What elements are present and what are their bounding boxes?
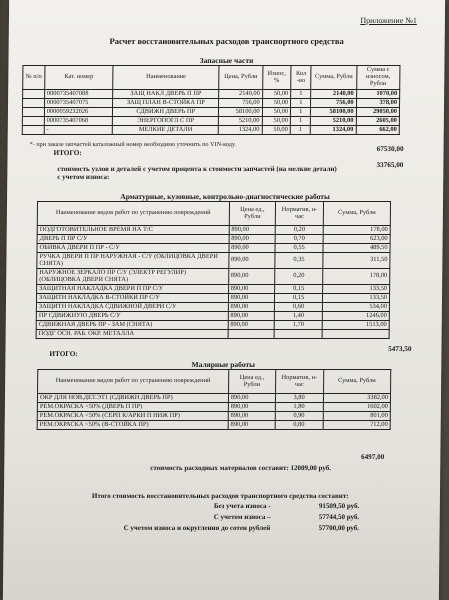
work-sum: 133,50 bbox=[322, 294, 389, 303]
col-qty: Кол -во bbox=[291, 66, 312, 90]
table-row bbox=[37, 412, 390, 421]
part-wear: 50,00 bbox=[262, 99, 291, 108]
summary-rounded-label: С учетом износа и округления до сотен рублей bbox=[123, 524, 271, 532]
work-name: СДВИЖНАЯ ДВЕРЬ ПР - ЗАМ (СНЯТА) bbox=[36, 321, 228, 330]
work-name: ОБИВКА ДВЕРИ П ПР - С/У bbox=[37, 244, 229, 253]
row-no bbox=[22, 108, 44, 117]
part-price: 756,00 bbox=[219, 99, 262, 108]
part-qty: 1 bbox=[290, 108, 310, 117]
parts-section-title: Запасные части bbox=[199, 56, 254, 65]
col-sum: Сумма, Рубли bbox=[311, 66, 356, 90]
catalog-number: 0000735407068 bbox=[44, 117, 113, 126]
work-sum: 801,00 bbox=[323, 412, 391, 421]
row-no bbox=[22, 117, 44, 126]
works-total: 5473,50 bbox=[388, 345, 412, 353]
table-row bbox=[37, 244, 390, 253]
part-name: ЗАЩ НАКЛ ДВЕРЬ П ПР bbox=[113, 90, 219, 99]
works-col-price: Цена ед., Рубли bbox=[229, 202, 276, 226]
catalog-number: 0000735407088 bbox=[44, 90, 113, 99]
table-row bbox=[23, 99, 400, 108]
works-col-sum: Сумма, Рубли bbox=[323, 202, 390, 226]
row-no bbox=[23, 90, 45, 99]
table-row bbox=[36, 321, 389, 330]
col-sum-wear: Сумма с износом, Рубли bbox=[356, 66, 400, 90]
part-wear: 50,00 bbox=[262, 108, 291, 117]
table-row bbox=[37, 285, 390, 294]
work-name: РЕМ.ОКРАСКА <50% (ДВЕРЬ П ПР) bbox=[37, 403, 228, 412]
table-row bbox=[36, 303, 389, 312]
work-norm: 0,90 bbox=[275, 412, 323, 421]
summary-no-wear: 91509,50 руб. bbox=[318, 502, 360, 510]
work-name: РЕМ.ОКРАСКА <50% (В-СТОЙКА ПР) bbox=[37, 421, 228, 430]
work-name: ПОДГОТОВИТЕЛЬНОЕ ВРЕМЯ НА Т/С bbox=[37, 226, 229, 235]
work-sum: 3382,00 bbox=[323, 394, 391, 403]
work-sum: 1246,00 bbox=[322, 312, 389, 321]
row-no bbox=[22, 126, 44, 135]
part-qty: 1 bbox=[290, 117, 310, 126]
part-wear: 50,00 bbox=[262, 126, 291, 135]
works-col-name: Наименование видов работ по устранению повреждений bbox=[37, 202, 229, 226]
work-sum: 489,50 bbox=[323, 244, 390, 253]
works-table bbox=[36, 201, 391, 339]
work-norm: 0,55 bbox=[275, 244, 323, 253]
work-price: 890,00 bbox=[228, 394, 275, 403]
part-wear: 50,00 bbox=[262, 90, 291, 99]
col-no: № п/п bbox=[23, 66, 45, 90]
work-sum: 712,00 bbox=[323, 421, 391, 430]
parts-total-label: ИТОГО: bbox=[53, 149, 82, 157]
work-norm: 0,70 bbox=[275, 235, 323, 244]
part-sum: 5210,00 bbox=[311, 117, 356, 126]
part-sum-wear: 378,00 bbox=[356, 99, 400, 108]
part-name: МЕЛКИЕ ДЕТАЛИ bbox=[112, 126, 218, 135]
part-price: 5210,00 bbox=[219, 117, 262, 126]
part-sum: 1324,00 bbox=[311, 126, 356, 135]
work-sum bbox=[322, 330, 389, 339]
table-row bbox=[36, 330, 389, 339]
paint-col-name: Наименование видов работ по устранению повреждений bbox=[38, 370, 229, 394]
part-sum-wear: 1070,00 bbox=[356, 90, 400, 99]
parts-table bbox=[22, 65, 401, 135]
parts-note: *- при заказе запчастей каталожный номер необходимо уточнить по VIN-коду. bbox=[29, 141, 236, 148]
work-price: 890,00 bbox=[229, 235, 276, 244]
work-name: ПР СДВИЖНУЮ ДВЕРЬ С/У bbox=[36, 312, 228, 321]
part-qty: 1 bbox=[291, 90, 311, 99]
part-sum: 756,00 bbox=[311, 99, 356, 108]
works-col-norm: Норматив, н-час bbox=[276, 202, 324, 226]
col-price: Цена, Рубли bbox=[219, 66, 263, 90]
work-norm: 1,70 bbox=[274, 321, 322, 330]
part-sum: 58100,00 bbox=[311, 108, 356, 117]
paint-col-norm: Норматив, н-час bbox=[275, 370, 323, 394]
table-row bbox=[23, 90, 400, 99]
work-sum: 178,00 bbox=[323, 226, 390, 235]
work-norm: 1,80 bbox=[275, 403, 323, 412]
materials-cost: стоимость расходных материалов составит: 12009,00 руб. bbox=[150, 464, 332, 472]
table-row bbox=[36, 294, 389, 303]
work-price: 890,00 bbox=[228, 412, 275, 421]
table-row bbox=[22, 117, 399, 126]
col-wear: Износ, % bbox=[262, 66, 291, 90]
work-name: ПОДГ ОСН. РАБ. ОКР. МЕТАЛЛА bbox=[36, 330, 228, 339]
table-row bbox=[37, 226, 390, 235]
summary-with-wear-label: С учетом износа – bbox=[213, 513, 271, 521]
work-price: 890,00 bbox=[229, 244, 276, 253]
work-norm: 0,20 bbox=[275, 226, 323, 235]
work-price: 890,00 bbox=[229, 226, 276, 235]
work-norm: 0,35 bbox=[275, 253, 323, 269]
work-sum: 623,00 bbox=[323, 235, 390, 244]
part-sum: 2140,00 bbox=[311, 90, 356, 99]
work-norm: 0,80 bbox=[275, 421, 323, 430]
work-name: РУЧКА ДВЕРИ П ПР НАРУЖНАЯ - С/У (ОБЛИЦОВКА ДВЕРИ СНЯТА) bbox=[37, 253, 229, 269]
work-norm: 3,80 bbox=[275, 394, 323, 403]
work-norm: 0,15 bbox=[275, 294, 323, 303]
summary-no-wear-label: Без учета износа - bbox=[213, 502, 271, 510]
table-row bbox=[22, 108, 399, 117]
part-qty: 1 bbox=[290, 126, 310, 135]
work-price: 890,00 bbox=[228, 269, 275, 285]
paint-table bbox=[37, 369, 392, 430]
appendix-label: Приложение №1 bbox=[360, 16, 417, 25]
table-row bbox=[36, 312, 389, 321]
work-norm: 0,15 bbox=[275, 285, 323, 294]
work-name: ЗАЩИТНАЯ НАКЛАДКА ДВЕРИ П ПР С/У bbox=[37, 285, 229, 294]
part-sum-wear: 662,00 bbox=[356, 126, 400, 135]
work-price: 890,00 bbox=[228, 403, 275, 412]
work-sum: 133,50 bbox=[322, 285, 389, 294]
part-price: 1324,00 bbox=[219, 126, 262, 135]
paint-col-sum: Сумма, Рубли bbox=[323, 370, 391, 394]
work-sum: 178,00 bbox=[323, 269, 390, 285]
part-name: ЗАЩ ПЛАН В-СТОЙКА ПР bbox=[113, 99, 219, 108]
paint-total: 6497,00 bbox=[360, 453, 385, 461]
part-price: 2140,00 bbox=[219, 90, 262, 99]
part-wear: 50,00 bbox=[262, 117, 291, 126]
work-norm bbox=[274, 330, 322, 339]
part-name: ЭНЕРГОПОГЛ С ПР bbox=[113, 117, 219, 126]
work-sum: 1513,00 bbox=[322, 321, 389, 330]
work-norm: 0,60 bbox=[275, 303, 323, 312]
work-sum: 534,00 bbox=[322, 303, 389, 312]
work-price: 890,00 bbox=[228, 421, 275, 430]
work-norm: 1,40 bbox=[275, 312, 323, 321]
catalog-number: 0000059232026 bbox=[44, 108, 113, 117]
work-name: ЗАЩИТН НАКЛАДКА СДВИЖНОЙ ДВЕРИ С/У bbox=[36, 303, 228, 312]
col-cat: Кат. номер bbox=[44, 66, 113, 90]
work-sum: 311,50 bbox=[323, 253, 390, 269]
work-name: НАРУЖНОЕ ЗЕРКАЛО ПР С/У (ЭЛЕКТР РЕГУЛИР) (ОБЛИЦОВКА ДВЕРИ СНЯТА) bbox=[37, 269, 229, 285]
summary-rounded: 57700,00 руб. bbox=[318, 524, 360, 532]
work-norm: 0,20 bbox=[275, 269, 323, 285]
parts-wear-total: 33765,00 bbox=[376, 161, 404, 169]
table-row bbox=[37, 269, 390, 285]
parts-total: 67530,00 bbox=[376, 145, 404, 153]
table-row bbox=[37, 403, 390, 412]
table-row bbox=[37, 253, 390, 269]
work-price: 890,00 bbox=[228, 312, 275, 321]
work-name: ОКР ДЛЯ НОВ.ДЕТ.ЭТ1 (СДВИЖН ДВЕРЬ ПР) bbox=[37, 394, 228, 403]
document-title: Расчет восстановительных расходов транспортного средства bbox=[109, 36, 344, 46]
summary-title: Итого стоимость восстановительных расходов транспортного средства составит: bbox=[91, 492, 349, 500]
part-name: СДВИЖН ДВЕРЬ ПР bbox=[113, 108, 219, 117]
paint-col-price: Цена ед., Рубли bbox=[228, 370, 275, 394]
works-section-title: Арматурные, кузовные, контрольно-диагностические работы bbox=[120, 192, 330, 201]
work-price: 890,00 bbox=[228, 285, 275, 294]
work-price: 890,00 bbox=[228, 303, 275, 312]
table-row bbox=[37, 394, 390, 403]
paint-section-title: Малярные работы bbox=[191, 360, 256, 369]
work-price: 890,00 bbox=[228, 294, 275, 303]
work-name: ДВЕРЬ П ПР С/У bbox=[37, 235, 229, 244]
works-total-label: ИТОГО: bbox=[49, 350, 78, 358]
document-page bbox=[3, 0, 445, 600]
catalog-number: 0000735407075 bbox=[44, 99, 113, 108]
parts-wear-text: стоимость узлов и деталей с учетом процента к стоимости запчастей (на мелкие детали) с учетом износа: bbox=[57, 165, 337, 182]
work-name: РЕМ.ОКРАСКА <50% (СЕРП К/АРКИ П НИЖ ПР) bbox=[37, 412, 228, 421]
work-price bbox=[228, 330, 275, 339]
part-sum-wear: 29050,00 bbox=[356, 108, 400, 117]
table-row bbox=[37, 235, 390, 244]
row-no bbox=[23, 99, 45, 108]
part-sum-wear: 2605,00 bbox=[356, 117, 400, 126]
summary-with-wear: 57744,50 руб. bbox=[318, 513, 360, 521]
table-row bbox=[22, 126, 399, 135]
col-name: Наименование bbox=[113, 66, 219, 90]
table-row bbox=[37, 421, 390, 430]
work-price: 890,00 bbox=[228, 253, 275, 269]
work-name: ЗАЩИТН НАКЛАДКА В-СТОЙКИ ПР С/У bbox=[36, 294, 228, 303]
catalog-number: - bbox=[44, 126, 113, 135]
work-sum: 1602,00 bbox=[323, 403, 391, 412]
part-qty: 1 bbox=[291, 99, 311, 108]
part-price: 58100,00 bbox=[219, 108, 262, 117]
work-price: 890,00 bbox=[228, 321, 275, 330]
